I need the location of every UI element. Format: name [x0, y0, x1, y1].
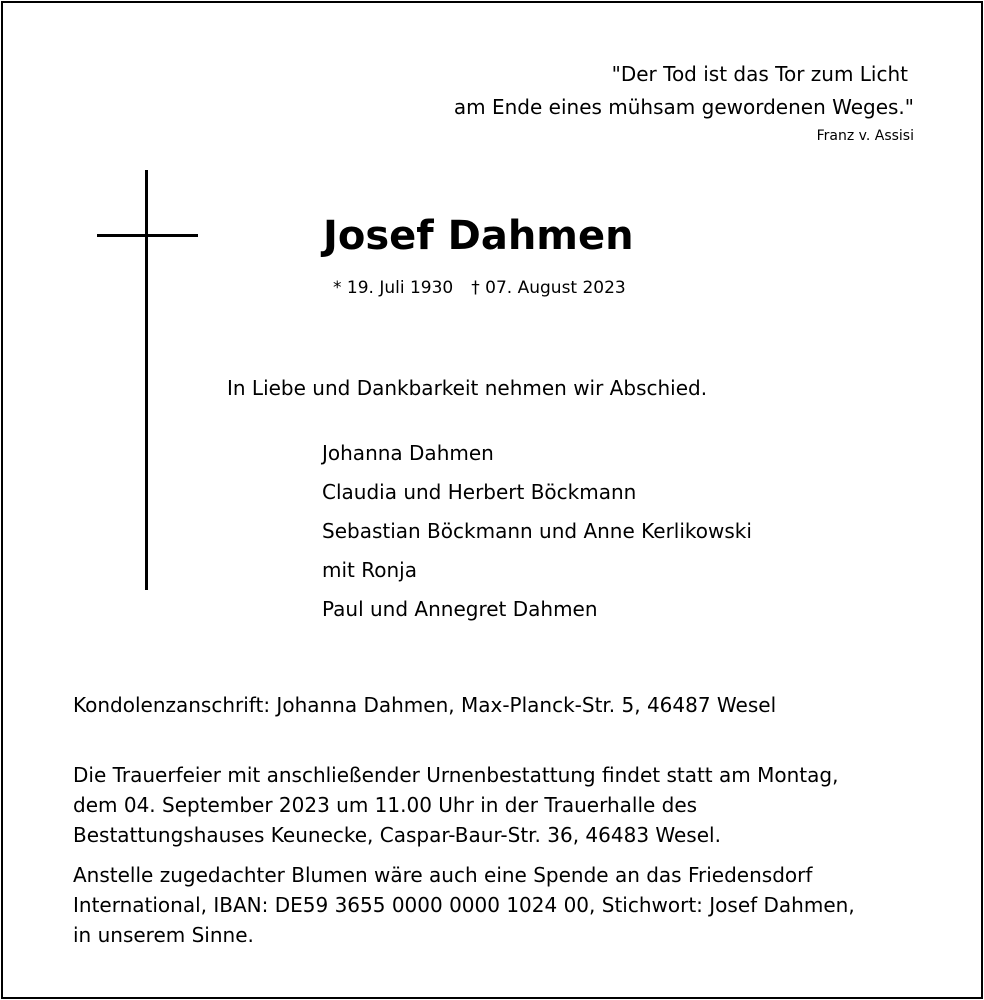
quote-line: "Der Tod ist das Tor zum Licht — [611, 62, 908, 86]
ceremony-line: dem 04. September 2023 um 11.00 Uhr in der Trauerhalle des — [73, 793, 698, 817]
cross-icon-horizontal-bar — [97, 234, 198, 237]
condolence-address: Kondolenzanschrift: Johanna Dahmen, Max-Planck-Str. 5, 46487 Wesel — [73, 693, 777, 717]
ceremony-line: Bestattungshauses Keunecke, Caspar-Baur-Str. 36, 46483 Wesel. — [73, 823, 721, 847]
donation-line: Anstelle zugedachter Blumen wäre auch eine Spende an das Friedensdorf — [73, 863, 813, 887]
birth-date: * 19. Juli 1930 — [333, 278, 454, 298]
mourner-entry: Claudia und Herbert Böckmann — [322, 480, 637, 504]
donation-line: in unserem Sinne. — [73, 923, 254, 947]
mourner-entry: mit Ronja — [322, 558, 417, 582]
farewell-text: In Liebe und Dankbarkeit nehmen wir Abschied. — [227, 376, 708, 400]
mourner-entry: Paul und Annegret Dahmen — [322, 597, 598, 621]
mourner-entry: Sebastian Böckmann und Anne Kerlikowski — [322, 519, 752, 543]
life-dates — [333, 274, 626, 302]
ceremony-info — [73, 760, 838, 850]
quote-author: Franz v. Assisi — [816, 128, 914, 144]
quote-line: am Ende eines mühsam gewordenen Weges." — [453, 95, 914, 119]
epigraph — [454, 58, 914, 148]
ceremony-line: Die Trauerfeier mit anschließender Urnenbestattung findet statt am Montag, — [73, 763, 839, 787]
mourners-list — [322, 434, 752, 629]
death-date: † 07. August 2023 — [471, 278, 626, 298]
donation-line: International, IBAN: DE59 3655 0000 0000 1024 00, Stichwort: Josef Dahmen, — [73, 893, 855, 917]
cross-icon-vertical-bar — [145, 170, 148, 590]
donation-info — [73, 860, 855, 950]
deceased-name: Josef Dahmen — [323, 213, 634, 259]
mourner-entry: Johanna Dahmen — [322, 441, 494, 465]
